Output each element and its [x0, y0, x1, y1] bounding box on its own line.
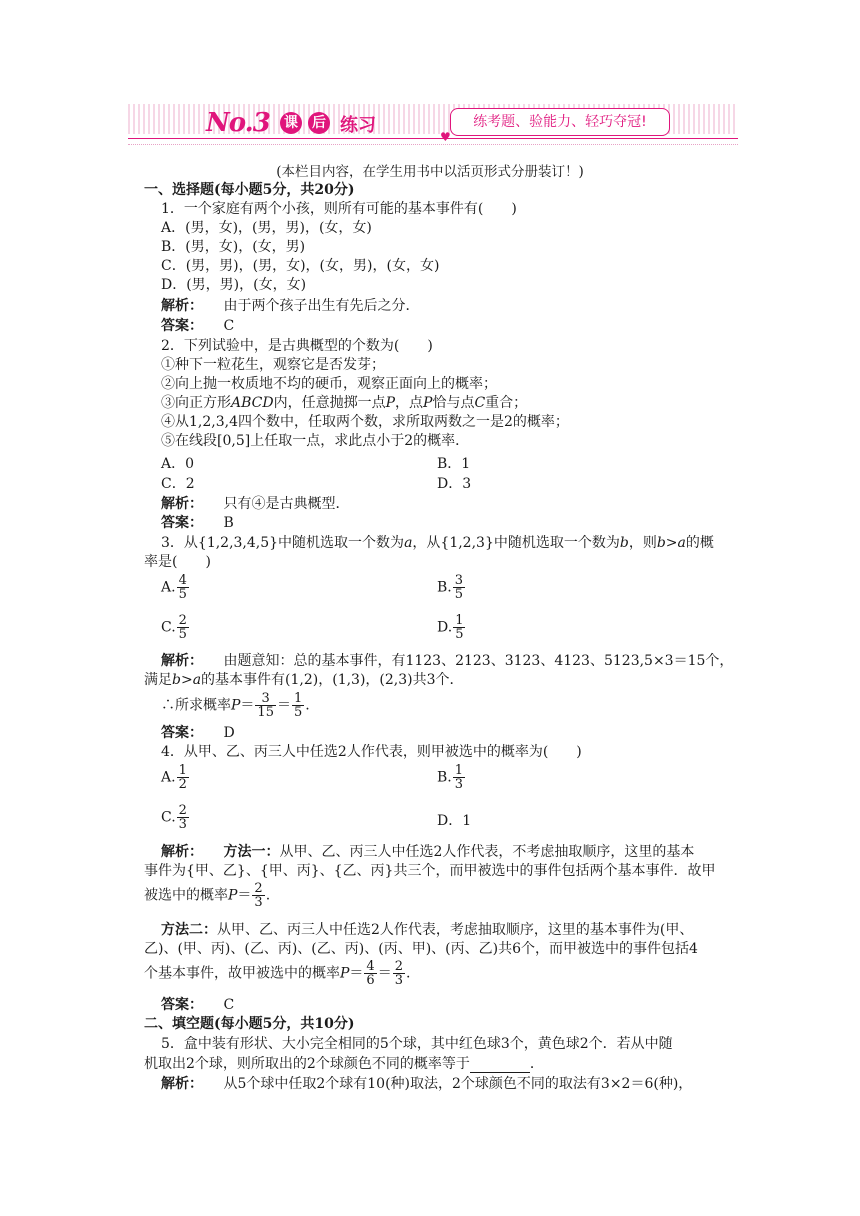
q2-statement-5: ⑤在线段[0,5]上任取一点，求此点小于2的概率． — [161, 433, 470, 449]
math-b: b — [619, 535, 629, 551]
banner-title: 练习 — [340, 115, 376, 136]
text: 内，任意抛掷一点 — [273, 395, 386, 411]
text: ，从{1,2,3}中随机选取一个数为 — [412, 535, 620, 551]
option-letter: A. — [161, 579, 176, 596]
q2-answer — [161, 514, 234, 532]
period: ． — [529, 1056, 544, 1072]
q1-stem: 1．一个家庭有两个小孩，则所有可能的基本事件有( ) — [161, 201, 517, 217]
text: 机取出2个球，则所取出的2个球颜色不同的概率等于 — [144, 1056, 470, 1072]
period: . — [305, 697, 310, 714]
banner-char-hou: 后 — [308, 112, 330, 134]
fraction — [255, 692, 276, 719]
numerator: 1 — [455, 613, 464, 628]
q4-answer — [161, 996, 234, 1014]
text: 被选中的概率 — [144, 887, 228, 904]
analysis-text: 由题意知：总的基本事件，有1123、2123、3123、4123、5123,5×3＝15个， — [223, 653, 734, 669]
q1-option-a: A．(男，女)，(男，男)，(女，女) — [161, 220, 372, 236]
analysis-text: 由于两个孩子出生有先后之分． — [223, 298, 420, 314]
numerator: 3 — [255, 692, 276, 706]
analysis-label: 解析： — [161, 496, 203, 512]
q2-option-c: C．2 — [161, 476, 195, 492]
numerator: 4 — [178, 573, 187, 588]
math-a: a — [404, 535, 413, 551]
q3-option-d — [437, 614, 466, 641]
q2-statement-2: ②向上抛一枚质地不均的硬币，观察正面向上的概率； — [161, 376, 497, 392]
q4-method2-line3 — [144, 960, 410, 987]
text: 的概 — [685, 535, 714, 551]
option-letter: A. — [161, 769, 176, 786]
math-b-gt-a: b>a — [656, 535, 686, 551]
denominator: 6 — [366, 973, 375, 988]
q3-answer — [161, 724, 235, 742]
q4-option-c — [161, 804, 190, 831]
numerator: 4 — [366, 959, 375, 974]
denominator: 3 — [394, 973, 403, 988]
denominator: 5 — [178, 587, 187, 602]
answer-value: C — [223, 997, 235, 1013]
numerator: 2 — [254, 881, 263, 896]
q1-option-c: C．(男，男)，(男，女)，(女，男)，(女，女) — [161, 258, 440, 274]
answer-value: C — [223, 318, 235, 334]
fraction — [177, 764, 189, 791]
section-heading-fill: 二、填空题(每小题5分，共10分) — [144, 1016, 355, 1032]
option-letter: C. — [161, 619, 176, 636]
q4-option-d: D．1 — [437, 813, 472, 829]
denominator: 15 — [257, 705, 274, 720]
denominator: 5 — [455, 627, 464, 642]
text: 的基本事件有(1,2)，(1,3)，(2,3)共3个． — [201, 672, 464, 688]
q2-statement-1: ①种下一粒花生，观察它是否发芽； — [161, 357, 385, 373]
option-letter: B. — [437, 769, 452, 786]
lesson-number: No.3 — [206, 108, 270, 138]
analysis-text: 只有④是古典概型． — [223, 496, 350, 512]
math-p: P — [228, 887, 238, 904]
fraction — [177, 614, 189, 641]
method-text: 从甲、乙、丙三人中任选2人作代表，不考虑抽取顺序，这里的基本 — [279, 844, 695, 860]
text: ∴所求概率 — [161, 697, 231, 714]
period: . — [405, 965, 411, 982]
analysis-label: 解析： — [161, 844, 203, 860]
math-p: P — [423, 395, 433, 411]
banner-char-ke: 课 — [280, 112, 302, 134]
q2-option-b: B．1 — [437, 456, 471, 472]
section-heading-choice: 一、选择题(每小题5分，共20分) — [144, 182, 355, 198]
denominator: 5 — [293, 705, 303, 720]
q4-method1-line1 — [161, 843, 694, 861]
denominator: 3 — [454, 777, 464, 792]
q1-analysis — [161, 297, 419, 315]
answer-value: B — [223, 515, 234, 531]
q3-analysis-line1 — [161, 652, 733, 670]
q4-option-b — [437, 764, 466, 791]
banner-underline — [128, 138, 738, 139]
binding-note: (本栏目内容，在学生用书中以活页形式分册装订！) — [276, 164, 584, 180]
analysis-label: 解析： — [161, 1076, 203, 1092]
text: 满足 — [144, 672, 172, 688]
equals: ＝ — [377, 965, 392, 982]
q4-method1-line2: 事件为{甲、乙}、{甲、丙}、{乙、丙}共三个，而甲被选中的事件包括两个基本事件．故甲 — [144, 863, 716, 879]
denominator: 5 — [454, 587, 464, 602]
math-abcd: ABCD — [231, 395, 274, 411]
numerator: 3 — [454, 573, 464, 588]
option-letter: C. — [161, 809, 176, 826]
answer-label: 答案： — [161, 318, 203, 334]
q5-analysis — [161, 1075, 692, 1093]
text: ，则 — [628, 535, 657, 551]
q3-option-c — [161, 614, 190, 641]
method-text: 从甲、乙、丙三人中任选2人作代表，考虑抽取顺序，这里的基本事件为(甲、 — [217, 922, 694, 938]
q4-option-a — [161, 764, 190, 791]
q1-answer — [161, 317, 234, 335]
q2-statement-3 — [161, 394, 527, 412]
analysis-text: 从5个球中任取2个球有10(种)取法，2个球颜色不同的取法有3×2＝6(种)， — [223, 1076, 693, 1092]
numerator: 1 — [454, 763, 464, 778]
fraction — [252, 882, 264, 909]
equals: ＝ — [349, 965, 364, 982]
answer-label: 答案： — [161, 515, 203, 531]
text: ③向正方形 — [161, 395, 231, 411]
denominator: 3 — [178, 817, 187, 832]
answer-label: 答案： — [161, 997, 203, 1013]
text: 3．从{1,2,3,4,5}中随机选取一个数为 — [161, 535, 405, 551]
q4-method2-line1 — [161, 921, 693, 939]
text: ，点 — [395, 395, 424, 411]
method-label: 方法二： — [161, 922, 217, 938]
math-c: C — [474, 395, 486, 411]
numerator: 1 — [178, 763, 187, 778]
analysis-label: 解析： — [161, 653, 203, 669]
answer-label: 答案： — [161, 725, 203, 741]
q3-stem-line1 — [161, 534, 714, 552]
equals: ＝ — [240, 697, 255, 714]
answer-value: D — [223, 725, 235, 741]
period: . — [265, 887, 271, 904]
text: 恰与点 — [432, 395, 475, 411]
math-p: P — [340, 965, 350, 982]
analysis-label: 解析： — [161, 298, 203, 314]
numerator: 1 — [293, 691, 303, 706]
fraction — [453, 574, 465, 601]
text: 个基本事件，故甲被选中的概率 — [144, 965, 340, 982]
fraction — [364, 960, 376, 987]
math-p: P — [385, 395, 396, 411]
q4-method1-line3 — [144, 882, 270, 909]
q5-stem-line1: 5．盒中装有形状、大小完全相同的5个球，其中红色球3个，黄色球2个．若从中随 — [161, 1036, 673, 1052]
denominator: 5 — [178, 627, 187, 642]
fraction — [177, 574, 189, 601]
equals: ＝ — [276, 697, 291, 714]
q3-analysis-line2 — [144, 671, 464, 689]
fraction — [453, 614, 465, 641]
denominator: 3 — [254, 895, 263, 910]
q2-option-d: D．3 — [437, 476, 472, 492]
q2-statement-4: ④从1,2,3,4四个数中，任取两个数，求所取两数之一是2的概率； — [161, 414, 569, 430]
q2-option-a: A．0 — [161, 456, 195, 472]
option-letter: D. — [437, 619, 453, 636]
text: 重合； — [485, 395, 528, 411]
denominator: 2 — [178, 777, 187, 792]
q3-option-a — [161, 574, 190, 601]
banner-slogan: 练考题、验能力、轻巧夺冠! — [450, 108, 670, 136]
q2-stem: 2．下列试验中，是古典概型的个数为( ) — [161, 338, 433, 354]
fraction — [292, 692, 304, 719]
numerator: 2 — [178, 613, 187, 628]
fraction — [453, 764, 465, 791]
fraction — [393, 960, 405, 987]
header-banner — [128, 104, 738, 148]
fraction — [177, 804, 189, 831]
math-p: P — [231, 697, 241, 714]
q5-stem-line2 — [144, 1055, 544, 1073]
option-letter: B. — [437, 579, 452, 596]
q4-method2-line2: 乙)、(甲、丙)、(乙、丙)、(乙、丙)、(丙、甲)、(丙、乙)共6个，而甲被选中的事件包括4 — [144, 941, 698, 957]
answer-blank[interactable] — [470, 1058, 530, 1073]
q3-stem-line2: 率是( ) — [144, 554, 211, 570]
method-label: 方法一： — [223, 844, 280, 860]
q3-option-b — [437, 574, 466, 601]
math-b-gt-a: b>a — [172, 672, 202, 688]
equals: ＝ — [237, 887, 252, 904]
q1-option-b: B．(男，女)，(女，男) — [161, 239, 306, 255]
banner-dotted-rule — [128, 144, 738, 145]
q4-stem: 4．从甲、乙、丙三人中任选2人作代表，则甲被选中的概率为( ) — [161, 744, 582, 760]
numerator: 2 — [178, 803, 187, 818]
q1-option-d: D．(男，男)，(女，女) — [161, 277, 307, 293]
q2-analysis — [161, 495, 349, 513]
q3-probability — [161, 692, 310, 719]
heart-icon: ♥ — [440, 130, 451, 144]
numerator: 2 — [394, 959, 403, 974]
